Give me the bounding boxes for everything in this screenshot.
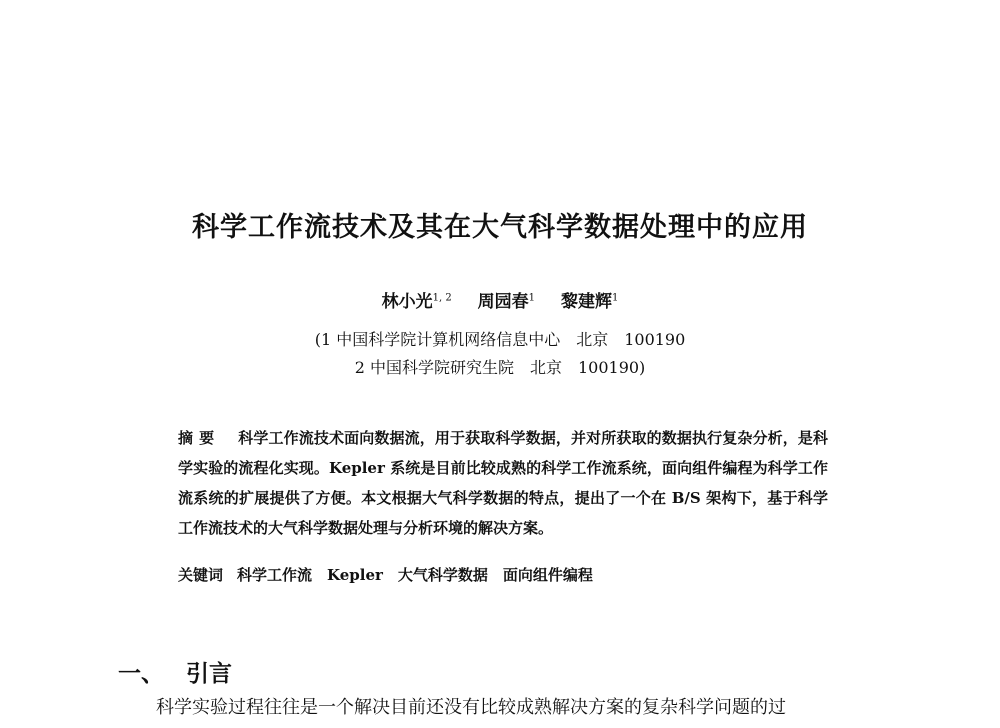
section-number: 一、	[118, 661, 164, 687]
body-paragraph: 科学实验过程往往是一个解决目前还没有比较成熟解决方案的复杂科学问题的过	[156, 697, 786, 718]
author-affil-mark: 1	[528, 292, 536, 304]
affiliation-1: (1 中国科学院计算机网络信息中心 北京 100190	[314, 330, 686, 349]
keywords-text: 科学工作流 Kepler 大气科学数据 面向组件编程	[237, 566, 593, 584]
affiliation-2: 2 中国科学院研究生院 北京 100190)	[354, 358, 646, 377]
abstract-label: 摘要	[178, 429, 221, 447]
author-1	[382, 292, 452, 312]
keywords	[178, 564, 828, 585]
abstract	[178, 423, 828, 543]
section-heading	[118, 655, 232, 688]
author-affil-mark: 1	[611, 292, 619, 304]
author-list	[0, 287, 1000, 312]
keywords-label: 关键词	[178, 566, 224, 584]
author-2	[478, 292, 535, 312]
author-name: 黎建辉	[560, 292, 612, 312]
section-title: 引言	[186, 661, 232, 687]
author-3	[561, 292, 618, 312]
abstract-text: 科学工作流技术面向数据流，用于获取科学数据，并对所获取的数据执行复杂分析，是科学实验的流程化实现。Kepler 系统是目前比较成熟的科学工作流系统，面向组件编程为科学工作流系统的扩展提供了方便。本文根据大气科学数据的特点，提出了一个在 B/S 架构下，基于科学工作流技术的大气科学数据处理与分析环境的解决方案。	[178, 429, 828, 537]
author-affil-mark: 1, 2	[432, 292, 452, 304]
paper-title: 科学工作流技术及其在大气科学数据处理中的应用	[192, 212, 808, 243]
author-name: 林小光	[381, 292, 433, 312]
author-name: 周园春	[477, 292, 529, 312]
